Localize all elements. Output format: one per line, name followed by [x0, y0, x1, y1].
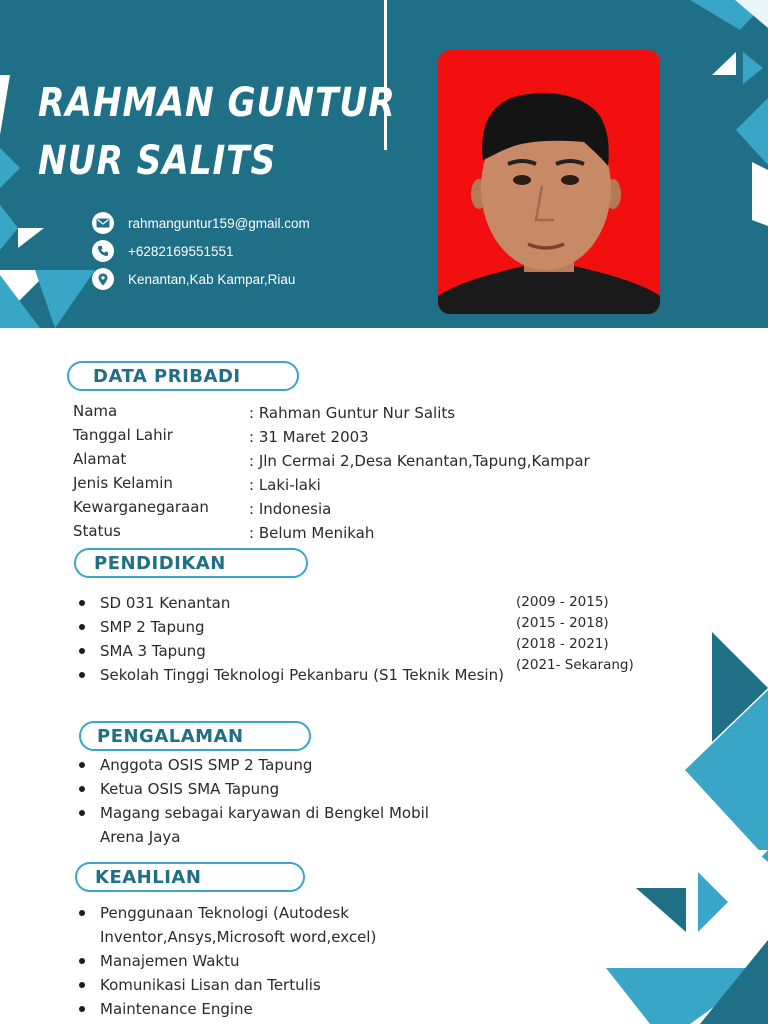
list-item: Magang sebagai karyawan di Bengkel Mobil Arena Jaya	[75, 801, 475, 849]
portrait-illustration	[438, 50, 660, 314]
info-label: Alamat	[73, 450, 127, 468]
info-value: : Belum Menikah	[249, 524, 375, 542]
list-item: SMP 2 Tapung	[75, 615, 505, 639]
list-item: Ketua OSIS SMA Tapung	[75, 777, 475, 801]
deco-triangle	[0, 148, 20, 188]
info-label: Status	[73, 522, 121, 540]
info-value: : Rahman Guntur Nur Salits	[249, 404, 456, 422]
info-value: : Laki-laki	[249, 476, 321, 494]
section-title: PENDIDIKAN	[94, 553, 226, 574]
deco-white-triangle	[18, 228, 44, 248]
year-range: (2015 - 2018)	[516, 615, 609, 631]
list-item: Komunikasi Lisan dan Tertulis	[75, 973, 475, 997]
deco-triangle	[743, 52, 763, 84]
education-list	[75, 591, 505, 687]
header-divider	[384, 0, 387, 150]
deco-white-triangle	[0, 75, 10, 135]
contact-email	[92, 211, 310, 235]
info-value: : 31 Maret 2003	[249, 428, 369, 446]
section-title: DATA PRIBADI	[93, 366, 241, 387]
list-item: SMA 3 Tapung	[75, 639, 505, 663]
year-range: (2018 - 2021)	[516, 636, 609, 652]
deco-white-triangle	[690, 850, 768, 932]
skills-list	[75, 901, 475, 1021]
cv-header	[0, 0, 768, 328]
location-pin-icon	[92, 268, 114, 290]
contact-address	[92, 267, 295, 291]
list-item: SD 031 Kenantan	[75, 591, 505, 615]
deco-white-triangle	[712, 52, 736, 75]
info-label: Nama	[73, 402, 118, 420]
list-item: Penggunaan Teknologi (Autodesk Inventor,Ansys,Microsoft word,excel)	[75, 901, 475, 949]
contact-phone	[92, 239, 234, 263]
deco-triangle	[712, 632, 768, 742]
deco-triangle	[636, 888, 686, 932]
deco-triangle	[698, 872, 728, 932]
info-label: Tanggal Lahir	[73, 426, 173, 444]
section-title: KEAHLIAN	[95, 867, 202, 888]
mail-icon	[92, 212, 114, 234]
info-label: Kewarganegaraan	[73, 498, 209, 516]
phone-icon	[92, 240, 114, 262]
phone-text: +6282169551551	[128, 243, 234, 259]
list-item: Manajemen Waktu	[75, 949, 475, 973]
deco-triangle	[760, 855, 768, 862]
list-item: Sekolah Tinggi Teknologi Pekanbaru (S1 Teknik Mesin)	[75, 663, 505, 687]
list-item: Maintenance Engine	[75, 997, 475, 1021]
person-name-line-2: NUR SALITS	[38, 138, 277, 184]
info-value: : Jln Cermai 2,Desa Kenantan,Tapung,Kampar	[249, 452, 590, 470]
deco-triangle	[700, 940, 768, 1024]
email-text: rahmanguntur159@gmail.com	[128, 215, 310, 231]
person-name-line-1: RAHMAN GUNTUR	[38, 80, 396, 126]
section-heading-data-pribadi	[67, 361, 299, 391]
year-range: (2021- Sekarang)	[516, 657, 634, 673]
deco-white-shape	[752, 162, 768, 226]
experience-list	[75, 753, 475, 849]
deco-triangle	[736, 98, 768, 165]
profile-photo	[438, 50, 660, 314]
deco-triangle	[685, 690, 768, 860]
section-heading-keahlian	[75, 862, 305, 892]
section-title: PENGALAMAN	[97, 726, 244, 747]
section-heading-pendidikan	[74, 548, 308, 578]
address-text: Kenantan,Kab Kampar,Riau	[128, 271, 296, 287]
deco-triangle	[0, 205, 18, 250]
list-item: Anggota OSIS SMP 2 Tapung	[75, 753, 475, 777]
year-range: (2009 - 2015)	[516, 594, 609, 610]
education-years	[516, 592, 634, 676]
info-label: Jenis Kelamin	[73, 474, 173, 492]
deco-triangle	[35, 270, 95, 328]
section-heading-pengalaman	[79, 721, 311, 751]
deco-triangle	[606, 968, 768, 1024]
info-value: : Indonesia	[249, 500, 332, 518]
